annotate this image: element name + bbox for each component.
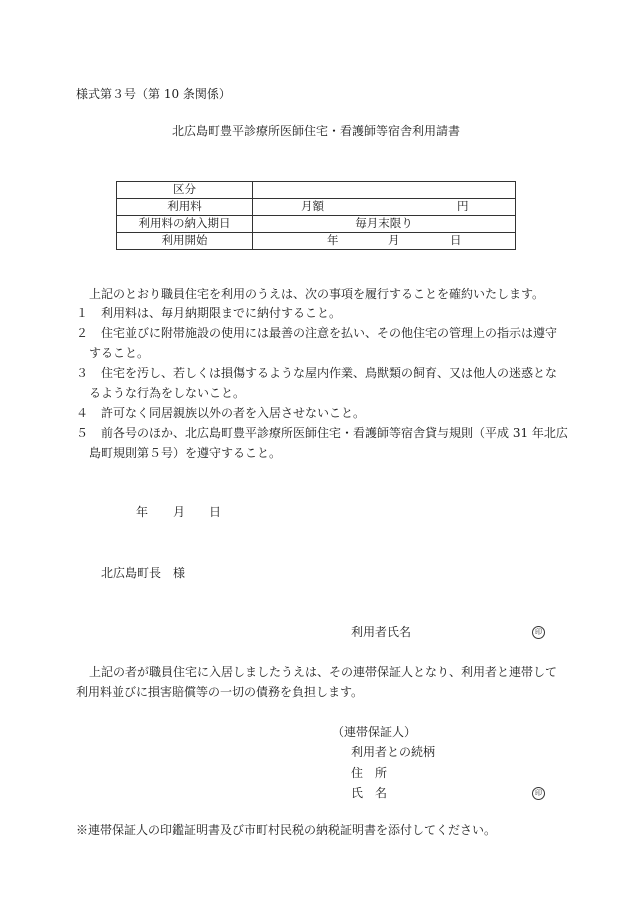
item-text: 住宅並びに附帯施設の使用には最善の注意を払い、その他住宅の管理上の指示は遵守 — [101, 326, 558, 340]
item-text: 許可なく同居親族以外の者を入居させないこと。 — [101, 406, 366, 420]
monthly-label: 月額 — [301, 199, 324, 213]
label-due: 利用料の納入期日 — [117, 216, 253, 233]
item-number: ４ — [76, 406, 89, 420]
value-fee — [253, 199, 516, 216]
form-number: 様式第３号（第 10 条関係） — [76, 87, 231, 101]
date-year: 年 — [136, 505, 149, 519]
start-month: 月 — [388, 233, 400, 247]
date-day: 日 — [209, 505, 222, 519]
item-text-continued: すること。 — [89, 346, 150, 360]
document-title: 北広島町豊平診療所医師住宅・看護師等宿舎利用請書 — [172, 124, 461, 138]
yen-label: 円 — [457, 199, 469, 213]
relation-label: 利用者との続柄 — [351, 745, 436, 759]
name-label: 氏 名 — [351, 786, 388, 800]
pledge-intro: 上記のとおり職員住宅を利用のうえは、次の事項を履行することを確約いたします。 — [89, 287, 545, 301]
item-text-continued: るような行為をしないこと。 — [89, 386, 246, 400]
guarantor-statement-line2: 利用料並びに損害賠償等の一切の債務を負担します。 — [76, 685, 364, 699]
value-category — [253, 182, 516, 199]
guarantor-seal-mark: 印 — [532, 787, 545, 800]
table-row-fee — [117, 199, 516, 216]
attachment-note: ※連帯保証人の印鑑証明書及び市町村民税の納税証明書を添付してください。 — [76, 823, 497, 837]
item-text: 前各号のほか、北広島町豊平診療所医師住宅・看護師等宿舎貸与規則（平成 31 年北広 — [101, 426, 568, 440]
guarantor-statement-line1: 上記の者が職員住宅に入居しましたうえは、その連帯保証人となり、利用者と連帯して — [89, 665, 558, 679]
usage-table — [116, 181, 516, 250]
start-year: 年 — [327, 233, 339, 247]
item-number: １ — [76, 306, 89, 320]
value-due: 毎月末限り — [253, 216, 516, 233]
guarantor-heading: （連帯保証人） — [332, 725, 417, 739]
label-category: 区分 — [117, 182, 253, 199]
table-row-category — [117, 182, 516, 199]
table-row-due — [117, 216, 516, 233]
item-text-continued: 島町規則第５号）を遵守すること。 — [89, 446, 282, 460]
date-month: 月 — [173, 505, 186, 519]
table-row-start — [117, 233, 516, 250]
item-number: ３ — [76, 366, 89, 380]
item-text: 利用料は、毎月納期限までに納付すること。 — [101, 306, 342, 320]
user-seal-mark: 印 — [532, 626, 545, 639]
item-number: ２ — [76, 326, 89, 340]
start-day: 日 — [450, 233, 462, 247]
item-number: ５ — [76, 426, 89, 440]
value-start — [253, 233, 516, 250]
user-name-label: 利用者氏名 — [351, 625, 412, 639]
item-text: 住宅を汚し、若しくは損傷するような屋内作業、鳥獣類の飼育、又は他人の迷惑とな — [101, 366, 558, 380]
label-fee: 利用料 — [117, 199, 253, 216]
address-label: 住 所 — [351, 766, 388, 780]
addressee: 北広島町長 様 — [101, 566, 186, 580]
label-start: 利用開始 — [117, 233, 253, 250]
